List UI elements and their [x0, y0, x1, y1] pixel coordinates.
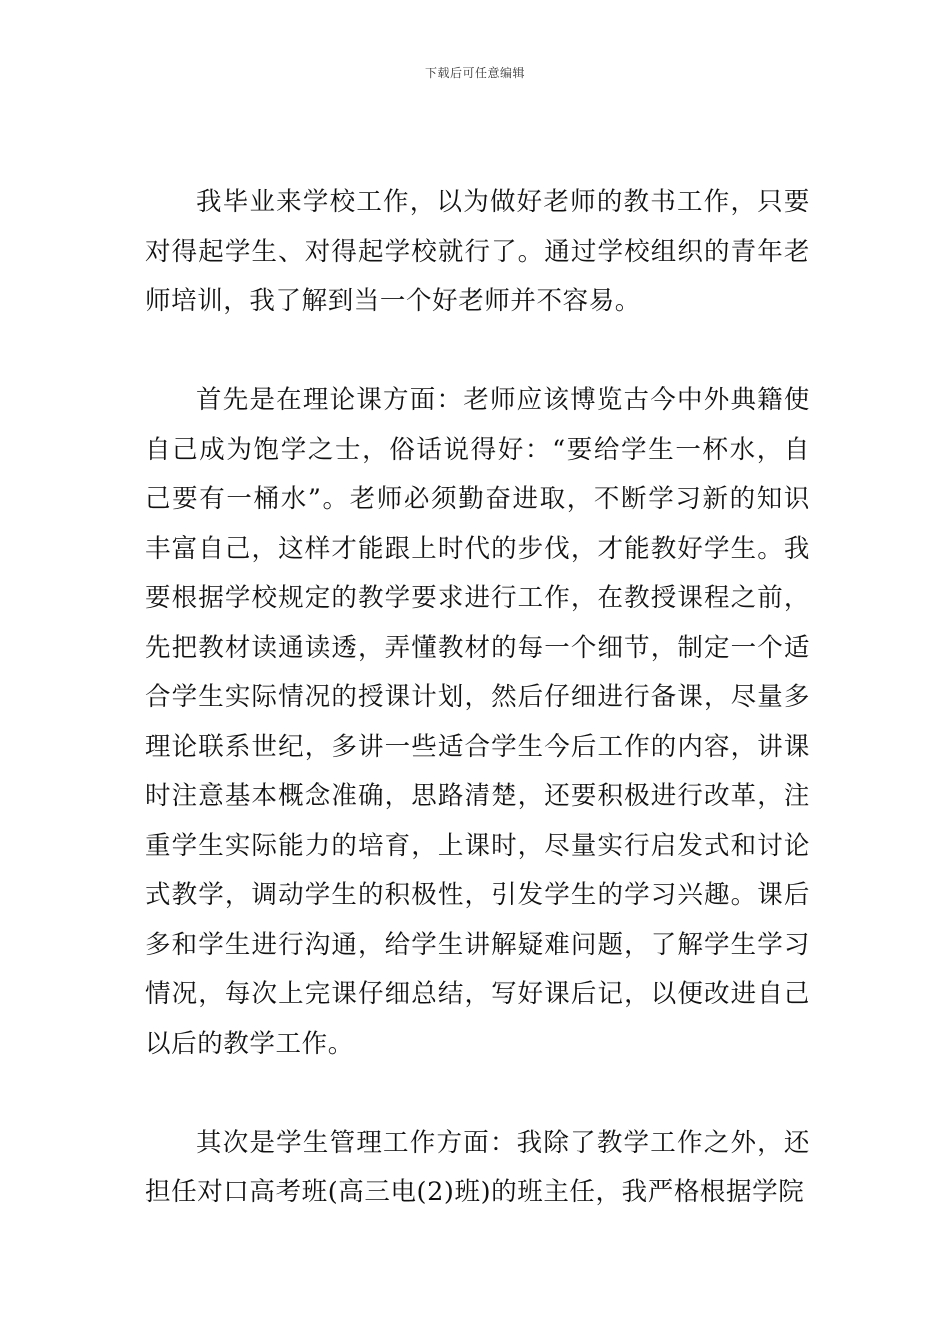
document-body	[145, 178, 810, 1267]
paragraph-intro: 我毕业来学校工作，以为做好老师的教书工作，只要对得起学生、对得起学校就行了。通过学校组织的青年老师培训，我了解到当一个好老师并不容易。	[145, 187, 810, 316]
paragraph-theory-course: 首先是在理论课方面：老师应该博览古今中外典籍使自己成为饱学之士，俗话说得好：“要给学生一杯水，自己要有一桶水”。老师必须勤奋进取，不断学习新的知识丰富自己，这样才能跟上时代的步伐，才能教好学生。我要根据学校规定的教学要求进行工作，在教授课程之前，先把教材读通读透，弄懂教材的每一个细节，制定一个适合学生实际情况的授课计划，然后仔细进行备课，尽量多理论联系世纪，多讲一些适合学生今后工作的内容，讲课时注意基本概念准确，思路清楚，还要积极进行改革，注重学生实际能力的培育，上课时，尽量实行启发式和讨论式教学，调动学生的积极性，引发学生的学习兴趣。课后多和学生进行沟通，给学生讲解疑难问题，了解学生学习情况，每次上完课仔细总结，写好课后记，以便改进自己以后的教学工作。	[145, 385, 810, 1059]
paragraph-student-management: 其次是学生管理工作方面：我除了教学工作之外，还担任对口高考班(高三电(2)班)的班主任，我严格根据学院	[145, 1127, 810, 1207]
page-header: 下载后可任意编辑	[424, 66, 525, 80]
